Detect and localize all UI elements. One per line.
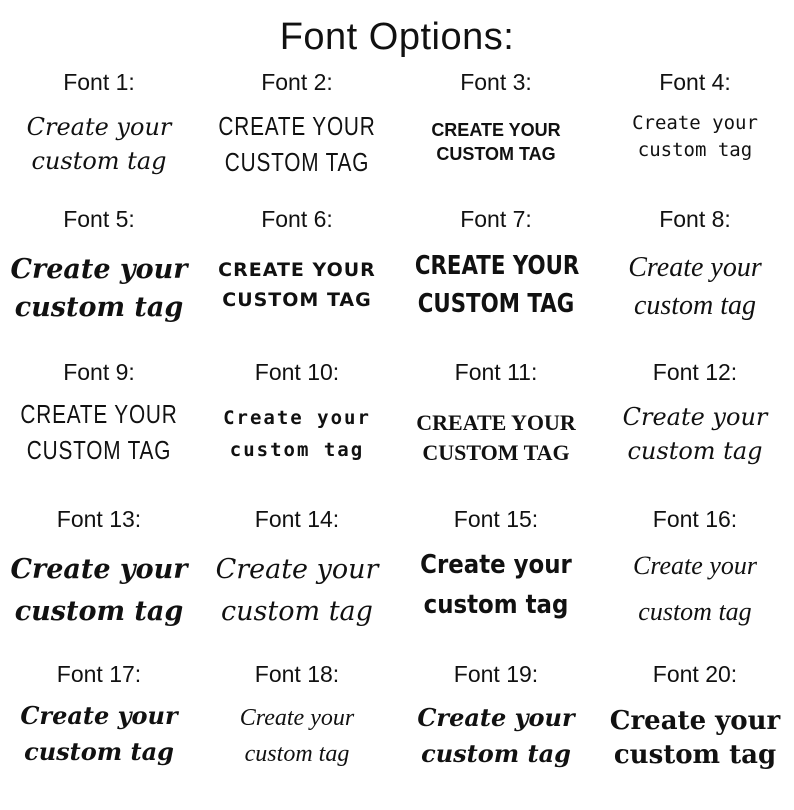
sample-line-2: CUSTOM TAG	[224, 147, 370, 177]
font-label: Font 3:	[460, 69, 532, 95]
sample-line-2: custom tag	[31, 147, 167, 175]
font-option-17[interactable]	[0, 660, 198, 810]
font-label: Font 14:	[254, 506, 340, 532]
font-sample	[218, 108, 376, 180]
sample-line-2: CUSTOM TAG	[422, 440, 570, 465]
font-label: Font 17:	[56, 661, 142, 687]
font-sample	[0, 549, 198, 633]
font-option-14[interactable]	[198, 505, 396, 655]
sample-line-1: Create your	[632, 112, 758, 134]
font-sample	[409, 545, 583, 625]
sample-line-1: Create your	[628, 252, 762, 283]
sample-line-1: Create your	[420, 550, 572, 580]
font-option-5[interactable]	[0, 205, 198, 355]
font-sample	[596, 249, 794, 325]
font-option-1[interactable]	[0, 68, 198, 218]
font-option-6[interactable]	[198, 205, 396, 355]
font-option-20[interactable]	[596, 660, 794, 810]
sample-line-1: Create your	[215, 554, 379, 585]
font-sample	[198, 402, 396, 466]
font-sample	[198, 549, 396, 633]
sample-line-2: custom tag	[421, 739, 571, 768]
font-sample	[0, 251, 198, 327]
font-option-18[interactable]	[198, 660, 396, 810]
sample-line-1: CREATE YOUR	[20, 399, 178, 429]
font-label: Font 18:	[254, 661, 340, 687]
font-sample	[198, 255, 396, 315]
sample-line-1: Create your	[26, 113, 172, 141]
sample-line-2: custom tag	[627, 437, 763, 465]
font-label: Font 8:	[659, 206, 731, 232]
font-label: Font 15:	[453, 506, 539, 532]
font-sample	[198, 700, 396, 772]
sample-line-2: custom tag	[221, 596, 373, 627]
font-option-11[interactable]	[397, 358, 595, 508]
font-sample	[20, 396, 178, 468]
sample-line-1: Create your	[10, 254, 188, 285]
font-option-2[interactable]	[198, 68, 396, 218]
font-label: Font 2:	[261, 69, 333, 95]
font-option-19[interactable]	[397, 660, 595, 810]
font-sample	[596, 543, 794, 635]
sample-line-1: Create your	[239, 705, 355, 731]
sample-line-1: CREATE YOUR	[414, 251, 580, 281]
font-label: Font 4:	[659, 69, 731, 95]
font-sample	[596, 110, 794, 164]
sample-line-1: CREATE YOUR	[218, 111, 376, 141]
font-sample	[596, 400, 794, 468]
sample-line-2: custom tag	[14, 596, 184, 627]
sample-line-1: CREATE YOUR	[218, 259, 376, 281]
font-sample	[596, 704, 794, 772]
sample-line-1: Create your	[633, 551, 757, 580]
font-sample	[414, 247, 580, 323]
sample-line-2: CUSTOM TAG	[26, 435, 172, 465]
font-option-12[interactable]	[596, 358, 794, 508]
font-label: Font 11:	[454, 359, 538, 385]
font-label: Font 20:	[652, 661, 738, 687]
font-option-10[interactable]	[198, 358, 396, 508]
sample-line-1: Create your	[417, 703, 575, 732]
font-label: Font 12:	[652, 359, 738, 385]
font-label: Font 5:	[63, 206, 135, 232]
font-sample	[0, 698, 198, 770]
font-label: Font 7:	[460, 206, 532, 232]
font-option-7[interactable]	[397, 205, 595, 355]
font-option-16[interactable]	[596, 505, 794, 655]
font-label: Font 9:	[63, 359, 135, 385]
sample-line-1: Create your	[609, 706, 781, 736]
font-label: Font 16:	[652, 506, 738, 532]
sample-line-1: Create your	[10, 554, 188, 585]
sample-line-2: custom tag	[244, 741, 350, 767]
sample-line-1: CREATE YOUR	[416, 410, 576, 435]
sample-line-2: custom tag	[633, 290, 757, 321]
sample-line-2: custom tag	[14, 292, 184, 323]
sample-line-1: Create your	[622, 403, 768, 431]
sample-line-2: custom tag	[613, 740, 777, 770]
sample-line-2: CUSTOM TAG	[417, 289, 575, 319]
font-sample	[397, 700, 595, 772]
font-sample	[397, 408, 595, 468]
sample-line-2: custom tag	[638, 597, 752, 626]
font-option-13[interactable]	[0, 505, 198, 655]
font-label: Font 1:	[63, 69, 135, 95]
sample-line-1: Create your	[20, 701, 178, 730]
sample-line-2: CUSTOM TAG	[222, 289, 372, 311]
sample-line-2: custom tag	[423, 590, 569, 620]
page-title: Font Options:	[279, 16, 515, 58]
sample-line-2: custom tag	[637, 139, 753, 161]
font-label: Font 13:	[56, 506, 142, 532]
font-label: Font 10:	[254, 359, 340, 385]
sample-line-1: CREATE YOUR	[431, 120, 561, 140]
font-label: Font 19:	[453, 661, 539, 687]
font-option-8[interactable]	[596, 205, 794, 355]
sample-line-1: Create your	[223, 407, 371, 429]
sample-line-2: custom tag	[229, 439, 365, 461]
font-sample	[0, 110, 198, 178]
font-option-3[interactable]	[397, 68, 595, 218]
font-option-4[interactable]	[596, 68, 794, 218]
font-label: Font 6:	[261, 206, 333, 232]
font-sample	[397, 118, 595, 166]
sample-line-2: custom tag	[24, 737, 174, 766]
sample-line-2: CUSTOM TAG	[436, 144, 556, 164]
font-option-15[interactable]	[397, 505, 595, 655]
font-option-9[interactable]	[0, 358, 198, 508]
